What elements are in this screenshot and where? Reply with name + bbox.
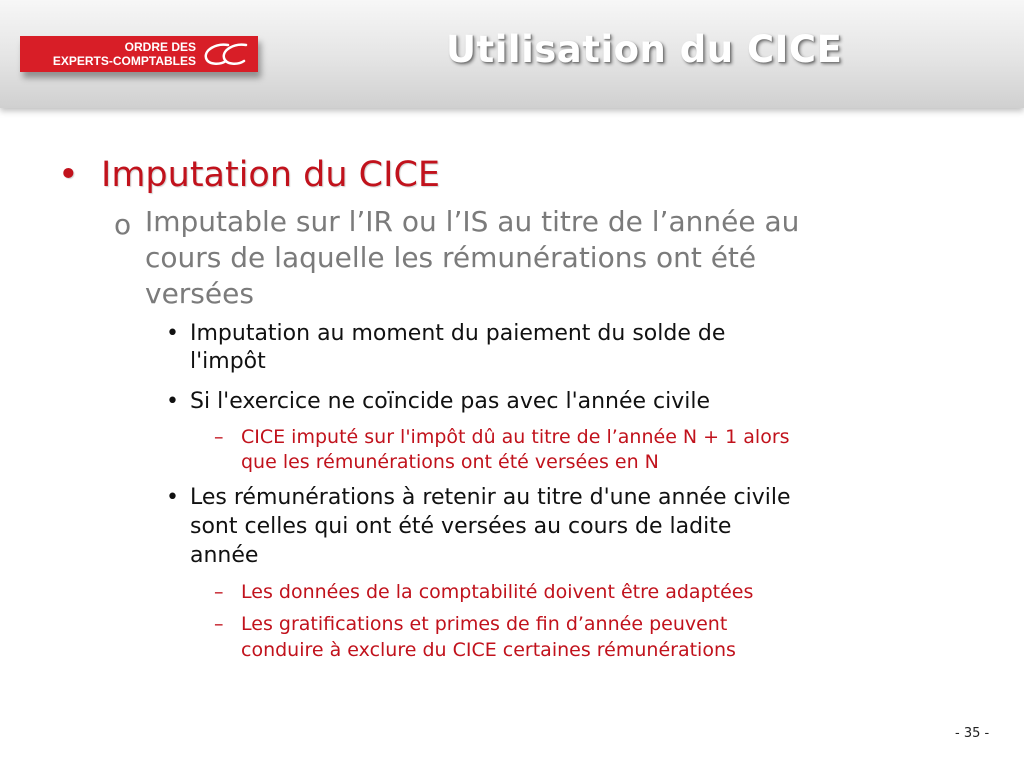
level4-dash: – bbox=[214, 581, 224, 603]
sub-line-2: cours de laquelle les rémunérations ont été bbox=[145, 241, 757, 274]
level3-bullet: • bbox=[166, 321, 179, 346]
point3-detail-2-line-2: conduire à exclure du CICE certaines rémunérations bbox=[241, 639, 736, 661]
page-number: - 35 - bbox=[955, 726, 990, 741]
point3-line-2: sont celles qui ont été versées au cours de ladite bbox=[190, 514, 732, 539]
logo-line1: ORDRE DES bbox=[124, 40, 196, 54]
point1-line-2: l'impôt bbox=[190, 349, 266, 374]
slide-title: Utilisation du CICE bbox=[446, 28, 843, 71]
point3-detail-2-line-1: Les gratifications et primes de fin d’année peuvent bbox=[241, 613, 728, 635]
point3-line-3: année bbox=[190, 543, 259, 568]
point2-detail-line-1: CICE imputé sur l'impôt dû au titre de l’année N + 1 alors bbox=[241, 426, 790, 448]
point2-text: Si l'exercice ne coïncide pas avec l'année civile bbox=[190, 389, 711, 414]
level3-bullet: • bbox=[166, 389, 179, 414]
logo-line2: EXPERTS-COMPTABLES bbox=[52, 54, 196, 68]
sub-line-1: Imputable sur l’IR ou l’IS au titre de l’année au bbox=[145, 205, 800, 238]
level4-dash: – bbox=[214, 426, 224, 448]
level3-bullet: • bbox=[166, 485, 179, 510]
point1-line-1: Imputation au moment du paiement du solde de bbox=[190, 321, 726, 346]
point2-detail-line-2: que les rémunérations ont été versées en N bbox=[241, 451, 659, 473]
point3-detail-1: Les données de la comptabilité doivent être adaptées bbox=[241, 581, 754, 603]
sub-line-3: versées bbox=[145, 277, 254, 310]
level1-bullet: • bbox=[58, 155, 79, 195]
heading-imputation: Imputation du CICE bbox=[101, 155, 440, 195]
point3-line-1: Les rémunérations à retenir au titre d'une année civile bbox=[190, 485, 791, 510]
level2-bullet: o bbox=[114, 208, 132, 241]
level4-dash: – bbox=[214, 613, 224, 635]
